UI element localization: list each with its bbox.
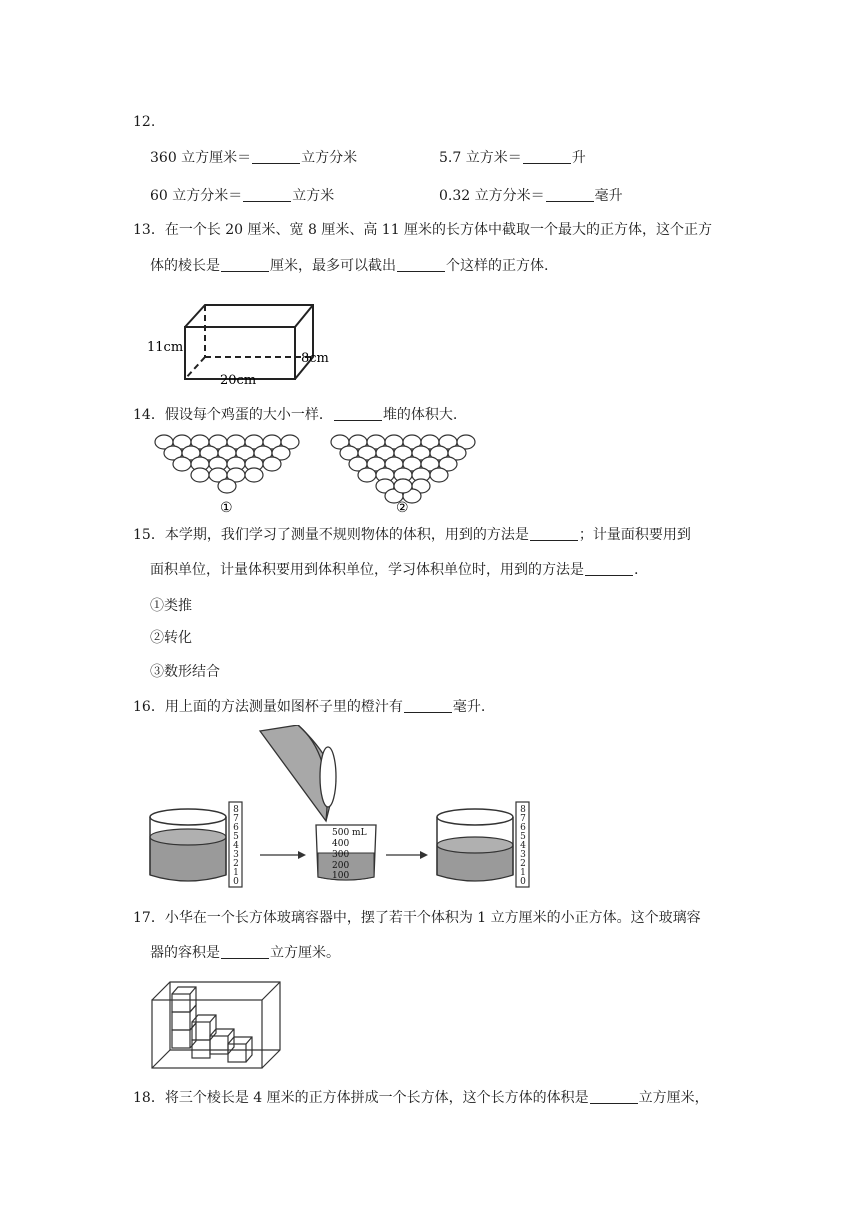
answer-blank[interactable] [523, 149, 571, 164]
answer-blank[interactable] [221, 257, 269, 272]
right-scale-tick: 7 [520, 814, 526, 824]
q17-text-line2: 器的容积是 立方厘米。 [150, 945, 340, 961]
pile-2-label: ② [396, 500, 409, 515]
q15-option-2: ②转化 [150, 630, 192, 646]
q15-text-line2: 面积单位，计量体积要用到体积单位，学习体积单位时，用到的方法是 . [150, 562, 639, 578]
right-scale-tick: 0 [520, 877, 526, 887]
answer-blank[interactable] [530, 526, 578, 541]
right-scale-tick: 3 [520, 850, 526, 860]
left-scale-tick: 6 [233, 823, 239, 833]
left-scale-tick: 3 [233, 850, 239, 860]
left-scale-tick: 4 [233, 841, 239, 851]
beaker-mark: 400 [332, 839, 350, 849]
beaker-mark: 200 [332, 861, 350, 871]
left-scale-tick: 7 [233, 814, 239, 824]
answer-blank[interactable] [334, 406, 382, 421]
q12-item-d: 0.32 立方分米＝ 毫升 [439, 188, 623, 204]
q12-item-b: 5.7 立方米＝ 升 [439, 150, 586, 166]
right-scale-tick: 4 [520, 841, 526, 851]
cuboid-figure [145, 285, 335, 390]
cuboid-length-label: 20cm [220, 373, 257, 388]
answer-blank[interactable] [404, 698, 452, 713]
right-scale-tick: 1 [520, 868, 526, 878]
q12-item-c: 60 立方分米＝ 立方米 [150, 188, 335, 204]
answer-blank[interactable] [585, 561, 633, 576]
cuboid-width-label: 8cm [301, 351, 329, 366]
answer-blank[interactable] [590, 1089, 638, 1104]
q15-option-3: ③数形结合 [150, 664, 220, 680]
q17-text-line1: 17．小华在一个长方体玻璃容器中，摆了若干个体积为 1 立方厘米的小正方体。这个玻璃容 [133, 910, 701, 926]
answer-blank[interactable] [243, 187, 291, 202]
cuboid-height-label: 11cm [147, 340, 184, 355]
q15-option-1: ①类推 [150, 598, 192, 614]
answer-blank[interactable] [252, 149, 300, 164]
beaker-mark: 300 [332, 850, 350, 860]
left-scale-tick: 1 [233, 868, 239, 878]
q15-text-line1: 15．本学期，我们学习了测量不规则物体的体积，用到的方法是 ；计量面积要用到 [133, 527, 691, 543]
answer-blank[interactable] [221, 944, 269, 959]
q18-text: 18．将三个棱长是 4 厘米的正方体拼成一个长方体，这个长方体的体积是 立方厘米， [133, 1090, 709, 1106]
beaker-mark: 500 mL [332, 828, 367, 838]
answer-blank[interactable] [397, 257, 445, 272]
right-scale-tick: 2 [520, 859, 526, 869]
pile-1-label: ① [220, 500, 233, 515]
q14-text: 14．假设每个鸡蛋的大小一样． 堆的体积大. [133, 407, 458, 423]
right-scale-tick: 8 [520, 805, 526, 815]
q13-text-line2: 体的棱长是 厘米，最多可以截出 个这样的正方体. [150, 258, 549, 274]
egg-piles-figure [150, 430, 480, 515]
q12-item-a: 360 立方厘米＝ 立方分米 [150, 150, 358, 166]
right-scale-tick: 5 [520, 832, 526, 842]
juice-measure-figure [148, 725, 538, 890]
left-scale-tick: 5 [233, 832, 239, 842]
left-scale-tick: 2 [233, 859, 239, 869]
q13-text-line1: 13．在一个长 20 厘米、宽 8 厘米、高 11 厘米的长方体中截取一个最大的正方体，这个正方 [133, 222, 713, 238]
answer-blank[interactable] [546, 187, 594, 202]
q12-number: 12. [133, 114, 156, 130]
left-scale-tick: 8 [233, 805, 239, 815]
left-scale-tick: 0 [233, 877, 239, 887]
right-scale-tick: 6 [520, 823, 526, 833]
beaker-mark: 100 [332, 871, 350, 881]
q16-text: 16．用上面的方法测量如图杯子里的橙汁有 毫升. [133, 699, 486, 715]
glass-container-figure [148, 978, 288, 1073]
